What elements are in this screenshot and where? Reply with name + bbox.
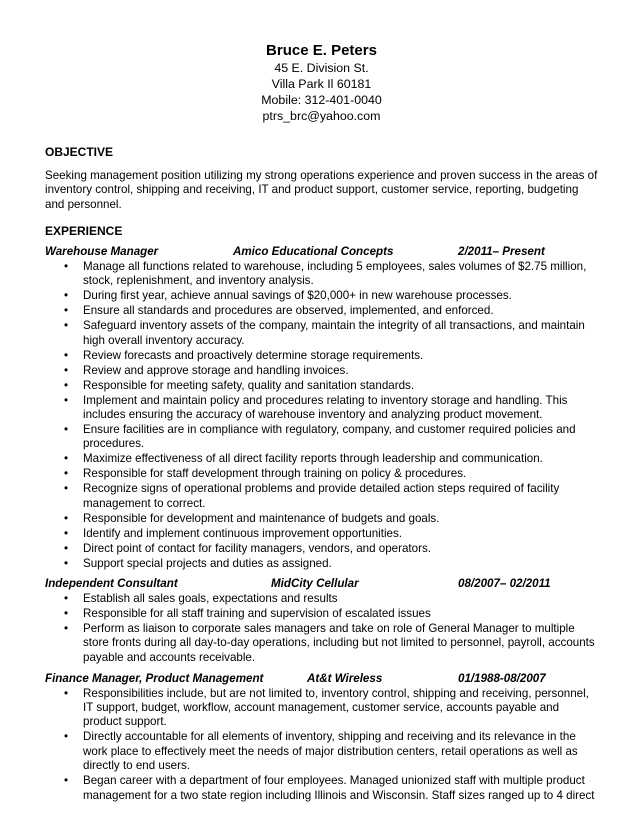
job-company: MidCity Cellular xyxy=(271,577,359,591)
job-bullets xyxy=(45,260,598,571)
job-company: Amico Educational Concepts xyxy=(233,245,394,259)
job-company: At&t Wireless xyxy=(307,672,383,686)
list-item: • Responsible for development and maintenance of budgets and goals. xyxy=(64,511,440,525)
experience-heading: EXPERIENCE xyxy=(45,224,123,239)
job-dates: 08/2007– 02/2011 xyxy=(458,577,551,591)
list-item: • Implement and maintain policy and procedures relating to inventory storage and handling. This includes ensuring the accuracy of warehouse inventory and analyzing product movement. xyxy=(64,393,568,422)
list-item: • Responsible for staff development through training on policy & procedures. xyxy=(64,467,467,481)
job-dates: 2/2011– Present xyxy=(458,245,545,259)
list-item: • Direct point of contact for facility managers, vendors, and operators. xyxy=(64,541,431,555)
objective-heading: OBJECTIVE xyxy=(45,145,114,159)
list-item: • Responsible for all staff training and supervision of escalated issues xyxy=(64,606,431,620)
list-item: • Recognize signs of operational problems and provide detailed action steps required of facility management to correct. xyxy=(64,482,560,510)
list-item: • Directly accountable for all elements of inventory, shipping and receiving and its relevance in the work place to effectively meet the needs of major distribution centers, retail operations as well as directly to end users. xyxy=(64,730,578,773)
email-address: ptrs_brc@yahoo.com xyxy=(262,109,381,123)
address-line-1: 45 E. Division St. xyxy=(274,61,369,75)
list-item: • Responsibilities include, but are not limited to, inventory control, shipping and receiving, personnel, IT support, budget, workflow, account management, customer service, accounts payable and product support. xyxy=(64,686,589,729)
list-item: • Safeguard inventory assets of the company, maintain the integrity of all transactions, and maintain high overall inventory accuracy. xyxy=(64,319,585,347)
list-item: • Review and approve storage and handling invoices. xyxy=(64,363,349,377)
job-dates: 01/1988-08/2007 xyxy=(458,672,546,686)
list-item: • Responsible for meeting safety, quality and sanitation standards. xyxy=(64,378,415,392)
list-item: • Support special projects and duties as assigned. xyxy=(64,556,332,570)
list-item: • Manage all functions related to warehouse, including 5 employees, sales volumes of $2.75 million, stock, replenishment, and inventory analysis. xyxy=(64,259,587,288)
job-title: Finance Manager, Product Management xyxy=(45,672,264,686)
list-item: • Ensure all standards and procedures are observed, implemented, and enforced. xyxy=(64,304,494,318)
job-header xyxy=(45,672,598,686)
address-line-2: Villa Park Il 60181 xyxy=(271,77,372,91)
candidate-name: Bruce E. Peters xyxy=(266,42,377,59)
list-item: • Began career with a department of four employees. Managed unionized staff with multiple product management for a two state region including Illinois and Wisconsin. Staff sizes ranged up to 4 direct xyxy=(64,774,595,802)
phone-number: Mobile: 312-401-0040 xyxy=(261,93,382,107)
list-item: • During first year, achieve annual savings of $20,000+ in new warehouse processes. xyxy=(64,289,512,303)
list-item: • Establish all sales goals, expectations and results xyxy=(64,591,338,605)
job-title: Independent Consultant xyxy=(45,577,178,591)
resume-page xyxy=(45,42,598,803)
job-header xyxy=(45,577,598,591)
list-item: • Identify and implement continuous improvement opportunities. xyxy=(64,526,403,540)
job-bullets xyxy=(45,687,598,803)
resume-header xyxy=(45,42,598,124)
list-item: • Maximize effectiveness of all direct facility reports through leadership and communication. xyxy=(64,452,543,466)
objective-text: Seeking management position utilizing my strong operations experience and proven success in the areas of inventory control, shipping and receiving, IT and product support, customer service, reporting, budgeting and personnel. xyxy=(45,169,598,211)
list-item: • Perform as liaison to corporate sales managers and take on role of General Manager to multiple store fronts during all day-to-day operations, including but not limited to personnel, payroll, accounts payable and accounts receivable. xyxy=(64,621,595,664)
list-item: • Review forecasts and proactively determine storage requirements. xyxy=(64,348,424,362)
job-header xyxy=(45,245,598,259)
job-title: Warehouse Manager xyxy=(45,245,159,259)
list-item: • Ensure facilities are in compliance with regulatory, company, and customer required policies and procedures. xyxy=(64,423,576,451)
job-bullets xyxy=(45,592,598,665)
